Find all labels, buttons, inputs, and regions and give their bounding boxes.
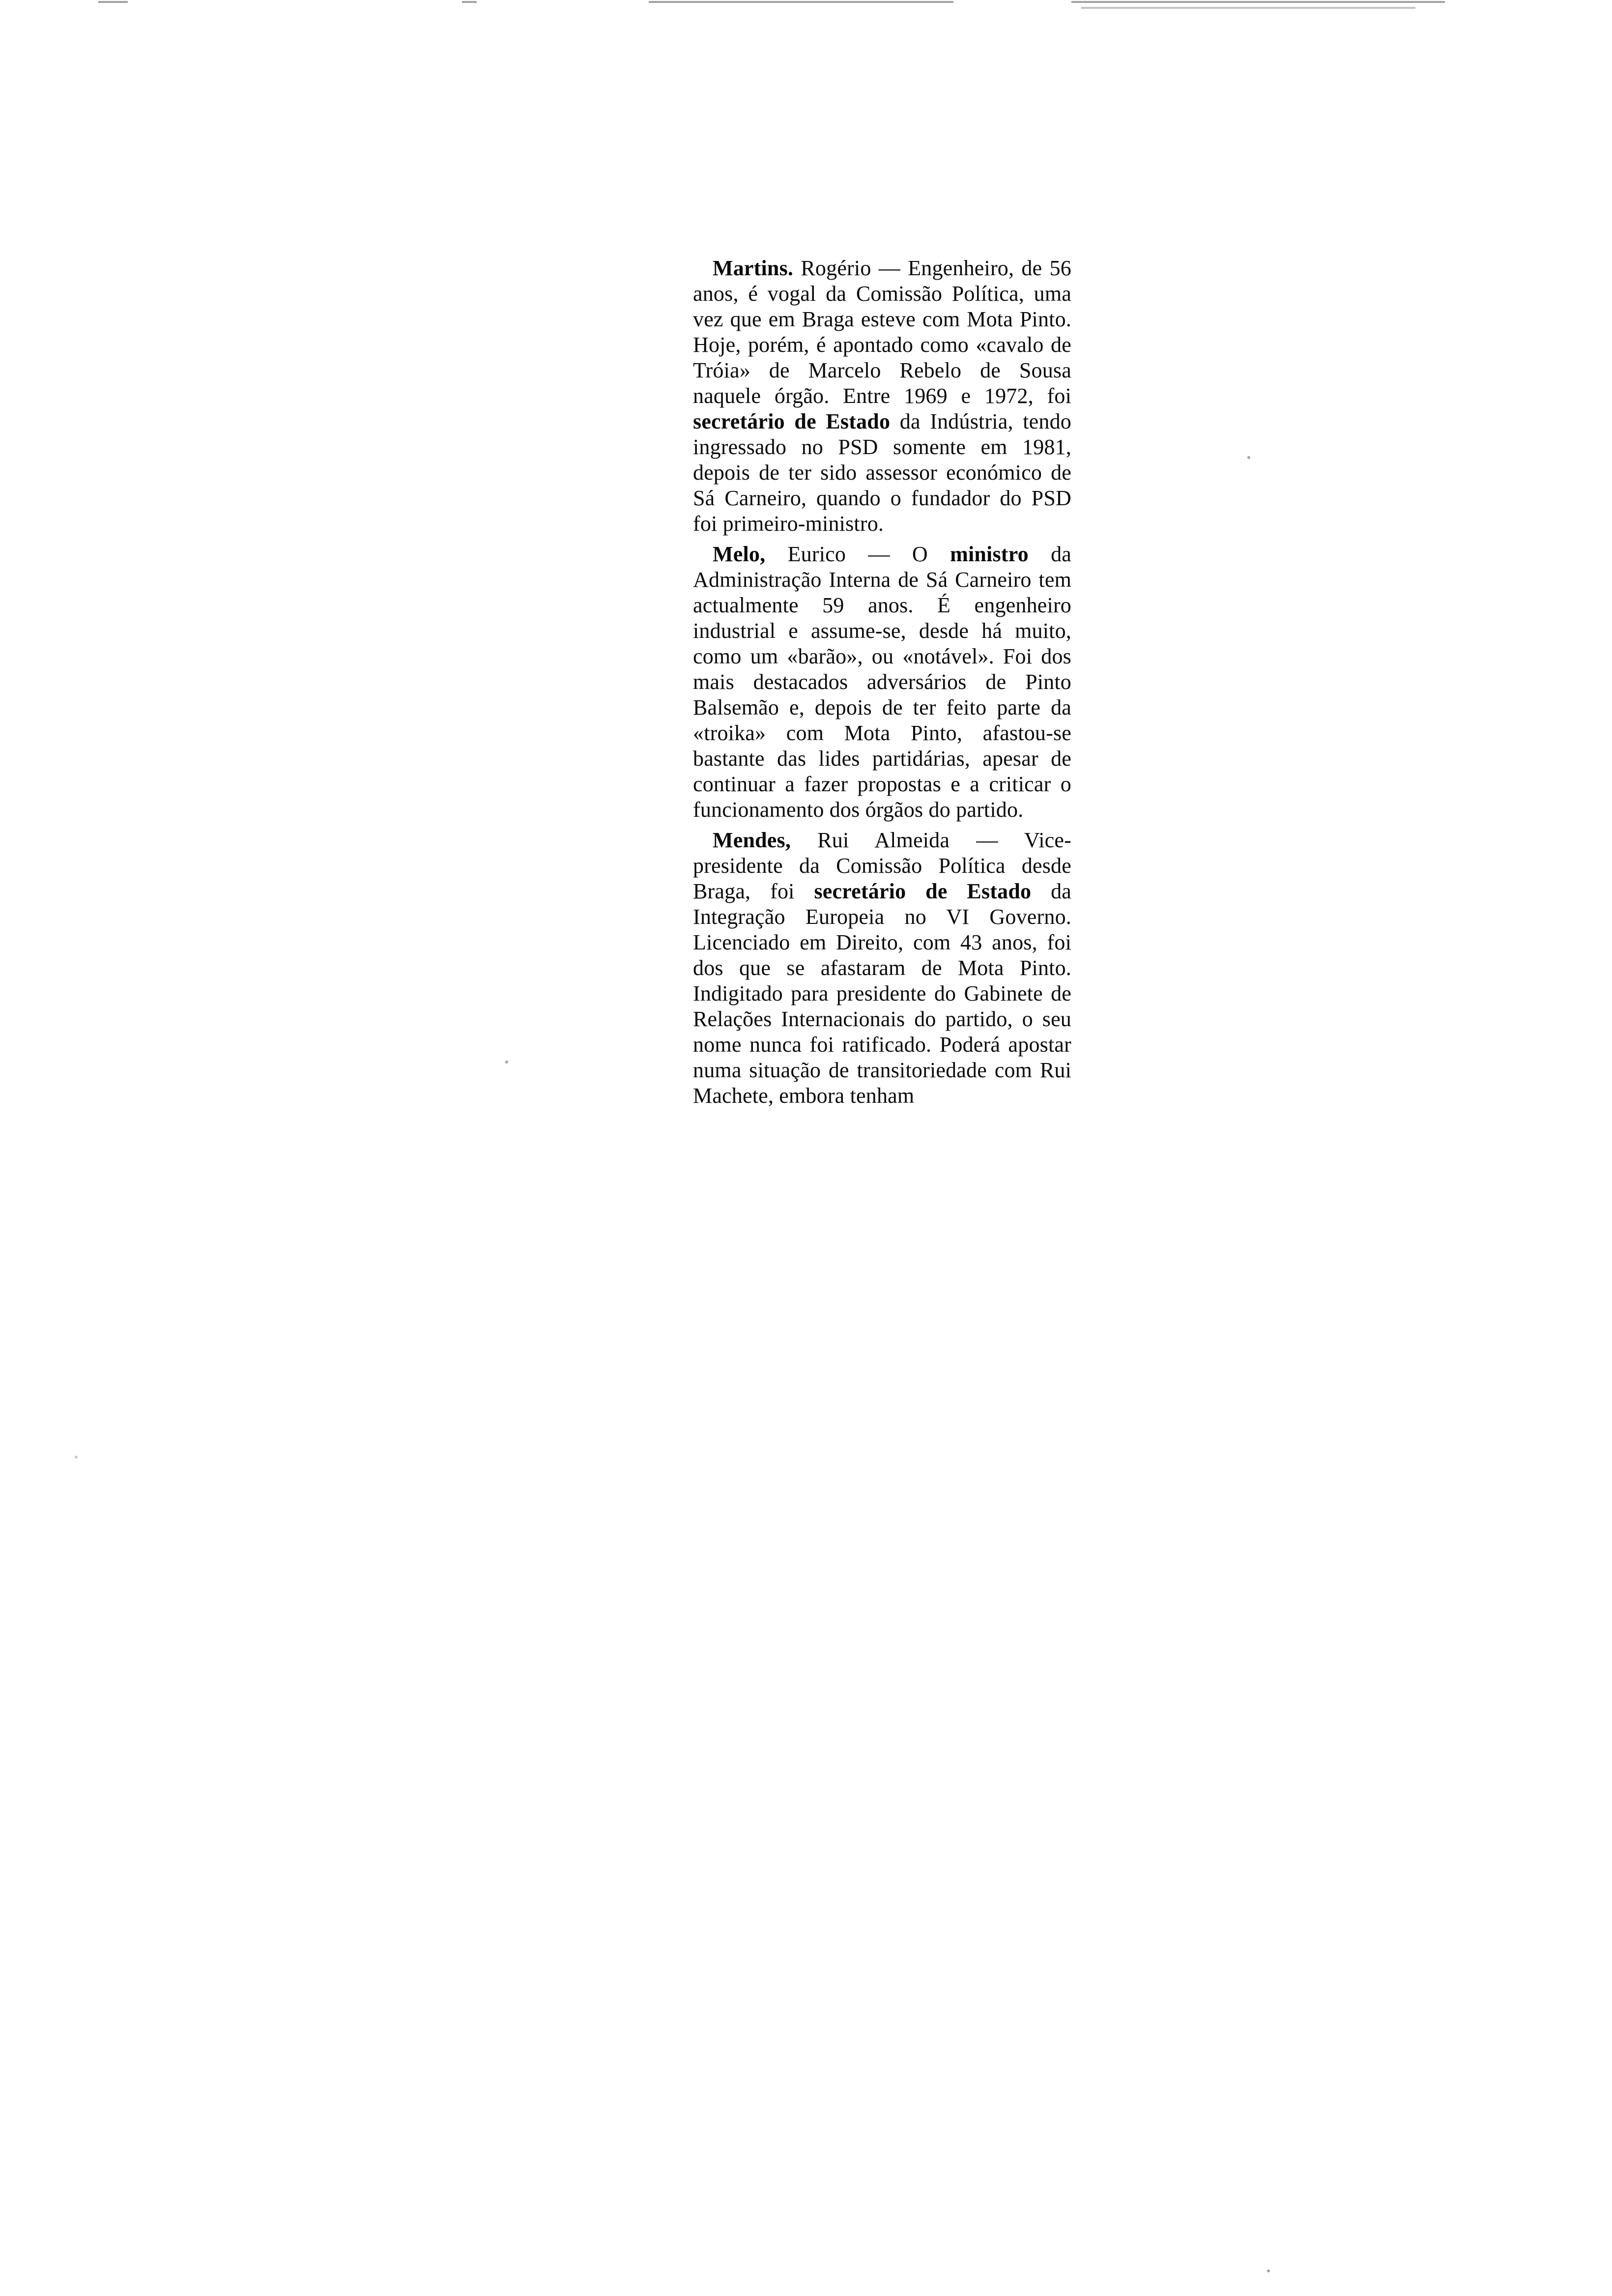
scan-artifact-dot bbox=[75, 1456, 78, 1459]
scan-artifact-dot bbox=[505, 1061, 508, 1063]
entry-melo bbox=[693, 542, 1071, 823]
entry-martins bbox=[693, 256, 1071, 537]
entry-text-bold: secretário de Estado bbox=[693, 409, 891, 433]
entry-mendes bbox=[693, 828, 1071, 1109]
entry-name: Martins. bbox=[713, 256, 794, 280]
entry-text-bold: secretário de Estado bbox=[814, 879, 1032, 903]
entry-text: da Indústria, tendo ingressado no PSD somente em 1981, depois de ter sido assessor económico de Sá Carneiro, quando o fundador do PSD foi primeiro-ministro. bbox=[693, 409, 1071, 536]
entry-text: da Administração Interna de Sá Carneiro tem actualmente 59 anos. É engenheiro industrial e assume-se, desde há muito, como um «barão», ou «notável». Foi dos mais destacados adversários de Pinto Balsemão e, depois de ter feito parte da «troika» com Mota Pinto, afastou-se bastante das lides partidárias, apesar de continuar a fazer propostas e a criticar o funcionamento dos órgãos do partido. bbox=[693, 542, 1071, 822]
scan-artifact-line bbox=[649, 1, 953, 3]
scan-artifact-line bbox=[1081, 7, 1415, 9]
entry-text: Rui Almeida — Vice-presidente da Comissão Política desde Braga, foi bbox=[693, 828, 1071, 903]
entry-text: da Integração Europeia no VI Governo. Licenciado em Direito, com 43 anos, foi dos que se afastaram de Mota Pinto. Indigitado para presidente do Gabinete de Relações Internacionais do partido, o seu nome nunca foi ratificado. Poderá apostar numa situação de transitoriedade com Rui Machete, embora tenham bbox=[693, 879, 1072, 1108]
scan-artifact-dot bbox=[1247, 456, 1250, 459]
entry-name: Mendes, bbox=[713, 828, 791, 852]
entry-text: Rogério — Engenheiro, de 56 anos, é vogal da Comissão Política, uma vez que em Braga esteve com Mota Pinto. Hoje, porém, é apontado como «cavalo de Tróia» de Marcelo Rebelo de Sousa naquele órgão. Entre 1969 e 1972, foi bbox=[693, 256, 1071, 408]
scan-artifact-dot bbox=[1267, 2269, 1270, 2272]
entry-text: Eurico — O bbox=[765, 542, 950, 566]
article-column bbox=[693, 256, 1071, 1114]
scan-artifact-line bbox=[462, 1, 477, 3]
entry-text-bold: ministro bbox=[950, 542, 1029, 566]
entry-name: Melo, bbox=[713, 542, 766, 566]
scan-artifact-line bbox=[98, 1, 128, 3]
scan-artifact-line bbox=[1071, 1, 1445, 3]
